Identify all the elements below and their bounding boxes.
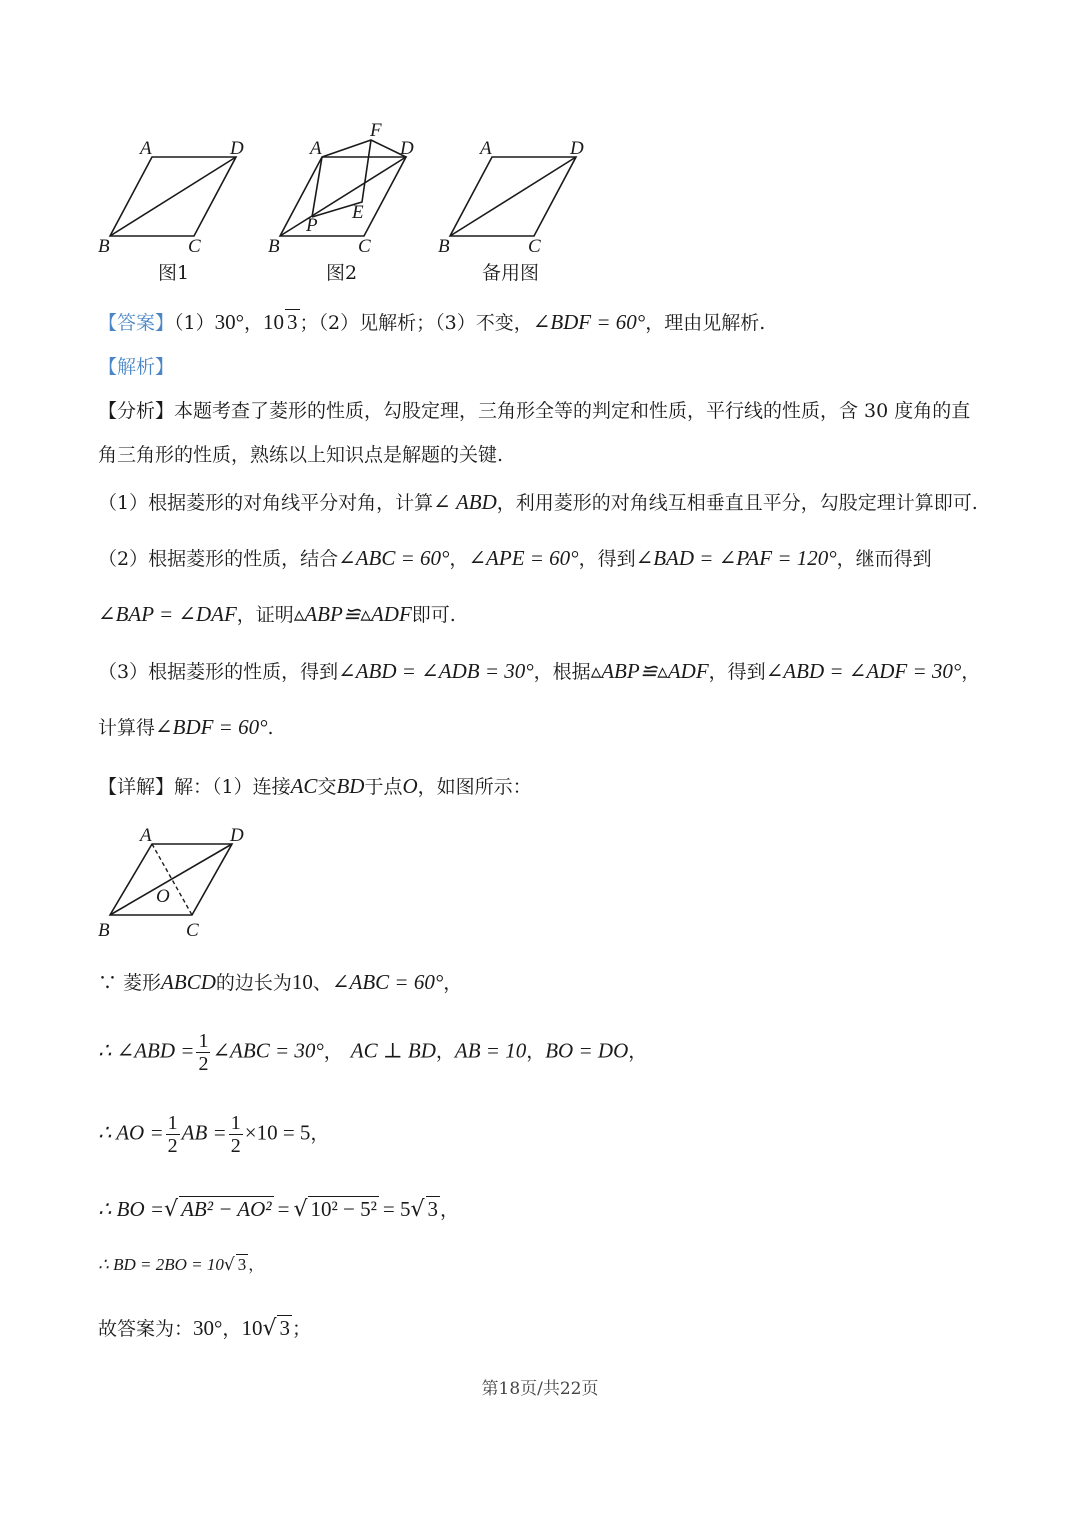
label-B: B xyxy=(98,236,110,257)
step3-line-1: （3）根据菱形的性质，得到∠ABD = ∠ADB = 30°，根据▵ABP≌▵ADF，得到∠ABD = ∠ADF = 30°， xyxy=(98,659,981,683)
figure-1-caption: 图1 xyxy=(158,262,190,284)
label-B: B xyxy=(438,236,450,257)
fraction: $\frac{1}{2}$ xyxy=(230,1112,241,1157)
sqrt: 3 xyxy=(237,1255,247,1274)
step2-line-2: ∠BAP = ∠DAF，证明▵ABP≌▵ADF即可. xyxy=(98,602,456,626)
fraction: $\frac{1}{2}$ xyxy=(167,1112,178,1157)
figure-2 xyxy=(268,120,414,257)
label-D: D xyxy=(230,138,244,159)
label-O: O xyxy=(156,886,170,907)
proof-line-3: ∴ AO = $\frac{1}{2}$ AB = $\frac{1}{2}$ ×10 = 5， xyxy=(98,1112,330,1157)
figure-2-caption: 图2 xyxy=(326,262,358,284)
analysis-line-2: 角三角形的性质，熟练以上知识点是解题的关键. xyxy=(98,444,504,466)
proof-line-2: ∴ ∠ABD = $\frac{1}{2}$ ∠ABC = 30°， AC ⊥ BD，AB = 10，BO = DO， xyxy=(98,1030,648,1075)
figure-1 xyxy=(98,138,244,257)
proof-line-1: ∵ 菱形ABCD的边长为10、∠ABC = 60°， xyxy=(98,970,463,994)
step2-line-1: （2）根据菱形的性质，结合∠ABC = 60°，∠APE = 60°，得到∠BAD = ∠PAF = 120°，继而得到 xyxy=(98,546,932,570)
figures-row xyxy=(90,118,610,258)
label-C: C xyxy=(528,236,541,257)
label-B: B xyxy=(98,920,110,941)
label-F: F xyxy=(370,120,382,141)
jiexi-tag: 【解析】 xyxy=(98,356,175,378)
label-C: C xyxy=(188,236,201,257)
figure-3-caption: 备用图 xyxy=(482,262,540,284)
proof-line-5: ∴ BD = 2BO = 10√ 3 ， xyxy=(98,1255,265,1275)
page-footer: 第18页/共22页 xyxy=(481,1379,599,1399)
label-C: C xyxy=(358,236,371,257)
label-A: A xyxy=(480,138,492,159)
analysis-line-1: 【分析】本题考查了菱形的性质，勾股定理，三角形全等的判定和性质，平行线的性质，含 30 度角的直 xyxy=(98,400,971,422)
label-D: D xyxy=(230,825,244,846)
sqrt: AB² − AO² xyxy=(181,1197,272,1221)
label-D: D xyxy=(570,138,584,159)
label-C: C xyxy=(186,920,199,941)
proof-line-4: ∴ BO =√ AB² − AO² = √ 10² − 5² = 5√ 3 ， xyxy=(98,1197,460,1222)
label-D: D xyxy=(400,138,414,159)
label-E: E xyxy=(352,202,364,223)
step1-line: （1）根据菱形的对角线平分对角，计算∠ ABD，利用菱形的对角线互相垂直且平分，勾股定理计算即可. xyxy=(98,490,978,514)
sqrt: 3 xyxy=(287,310,298,334)
figure-3 xyxy=(438,138,584,257)
proof-line-6: 故答案为：30°，10√ 3 ； xyxy=(98,1316,311,1341)
sqrt: 3 xyxy=(279,1316,290,1340)
label-A: A xyxy=(140,138,152,159)
label-P: P xyxy=(306,215,318,236)
fraction: $\frac{1}{2}$ xyxy=(198,1030,209,1075)
sqrt: 3 xyxy=(427,1197,439,1221)
label-A: A xyxy=(310,138,322,159)
label-B: B xyxy=(268,236,280,257)
sqrt: 10² − 5² xyxy=(310,1197,377,1221)
label-A: A xyxy=(140,825,152,846)
detail-line: 【详解】解：（1）连接AC交BD于点O，如图所示： xyxy=(98,774,532,798)
answer-tag: 【答案】 xyxy=(98,312,175,334)
figure-4 xyxy=(90,820,270,945)
answer-line: 【答案】（1）30°，10 3 ；（2）见解析；（3）不变，∠BDF = 60°，理由见解析. xyxy=(98,310,766,334)
step3-line-2: 计算得∠BDF = 60°. xyxy=(98,715,274,739)
